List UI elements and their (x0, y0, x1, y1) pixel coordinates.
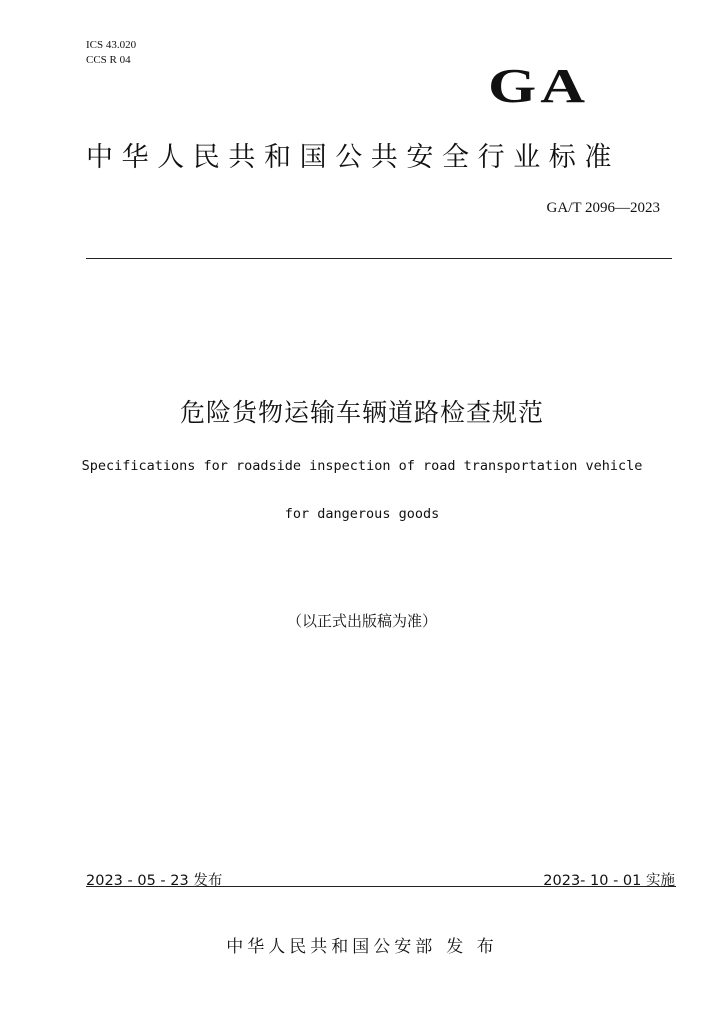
issuer (0, 932, 724, 957)
issuer-action: 发 布 (446, 937, 498, 957)
header-divider (86, 258, 672, 259)
ics-code: ICS 43.020 (86, 39, 137, 51)
standard-number: GA/T 2096—2023 (546, 200, 660, 216)
implement-date: 2023- 10 - 01 实施 (543, 873, 675, 889)
footer-divider (86, 886, 676, 887)
title-chinese: 危险货物运输车辆道路检查规范 (179, 398, 544, 427)
issuer-name: 中华人民共和国公安部 (226, 937, 437, 957)
title-english-line1: Specifications for roadside inspection of road transportation vehicle (81, 458, 643, 474)
ccs-code: CCS R 04 (86, 53, 131, 66)
draft-note: （以正式出版稿为准） (286, 612, 437, 630)
title-english-line2: for dangerous goods (284, 506, 440, 522)
issue-date: 2023 - 05 - 23 发布 (86, 873, 223, 889)
ministry-heading: 中华人民共和国公共安全行业标准 (86, 142, 620, 173)
ga-logo: GA (488, 59, 589, 113)
classification-codes (86, 38, 136, 68)
